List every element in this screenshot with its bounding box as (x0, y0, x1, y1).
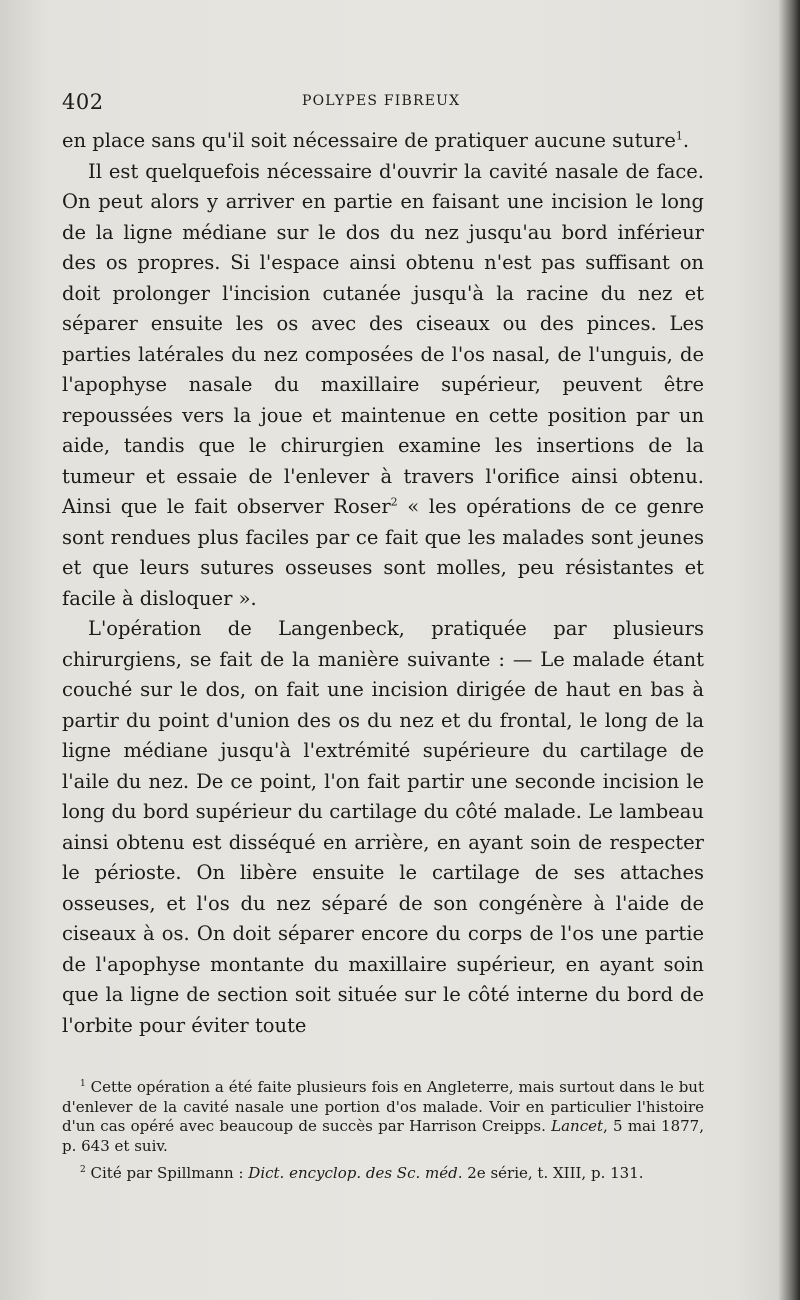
footnote-2 (62, 1164, 704, 1184)
page-header (62, 90, 712, 118)
paragraph-2-text-end: « les opérations de ce genre sont rendues plus faciles par ce fait que les malades sont jeunes et que leurs sutures osseuses sont molles, peu résistantes et facile à disloquer ». (62, 495, 705, 610)
footnote-2-text: Cité par Spillmann : (90, 1164, 249, 1182)
running-title: POLYPES FIBREUX (302, 93, 461, 109)
footnote-2-marker: 2 (80, 1165, 86, 1175)
page-edge-shadow (778, 0, 800, 1300)
footnote-2-text-end: 2e série, t. XIII, p. 131. (462, 1164, 644, 1182)
page-number: 402 (62, 90, 104, 114)
paragraph-1 (62, 126, 704, 157)
paragraph-2-text: Il est quelquefois nécessaire d'ouvrir la cavité nasale de face. On peut alors y arriver en partie en faisant une incision le long de la ligne médiane sur le dos du nez jusqu'au bord inférieur des os propres. Si l'espace ainsi obtenu n'est pas suffisant on doit prolonger l'incision cutanée jusqu'à la racine du nez et séparer ensuite les os avec des ciseaux ou des pinces. Les parties latérales du nez composées de l'os nasal, de l'unguis, de l'apophyse nasale du maxillaire supérieur, peuvent être repoussées vers la joue et maintenue en cette position par un aide, tandis que le chirurgien examine les insertions de la tumeur et essaie de l'enlever à travers l'orifice ainsi obtenu. Ainsi que le fait observer Roser (62, 159, 704, 518)
paragraph-3-text: L'opération de Langenbeck, pratiquée par plusieurs chirurgiens, se fait de la manière suivante : — Le malade étant couché sur le dos, on fait une incision dirigée de haut en bas à partir du point d'union des os du nez et du frontal, le long de la ligne médiane jusqu'à l'extrémité supérieure du cartilage de l'aile du nez. De ce point, l'on fait partir une seconde incision le long du bord supérieur du cartilage du côté malade. Le lambeau ainsi obtenu est disséqué en arrière, en ayant soin de respecter le périoste. On libère ensuite le cartilage de ses attaches osseuses, et l'os du nez séparé de son congénère à l'aide de ciseaux à os. On doit séparer encore du corps de l'os une partie de l'apophyse montante du maxillaire supérieur, en ayant soin que la ligne de section soit située sur le côté interne du bord de l'orbite pour éviter toute (62, 617, 704, 1037)
paragraph-3 (62, 614, 704, 1041)
paragraph-1-text-end: . (682, 129, 690, 152)
footnote-ref-1: 1 (675, 129, 683, 143)
footnote-1-text: Cette opération a été faite plusieurs fois en Angleterre, mais surtout dans le but d'enlever de la cavité nasale une portion d'os malade. Voir en particulier l'histoire d'un cas opéré avec beaucoup de succès par Harrison Creipps. (62, 1078, 704, 1135)
footnote-ref-2: 2 (390, 495, 398, 509)
footnote-1-marker: 1 (80, 1079, 86, 1089)
footnote-1-text-end: , 5 mai 1877, p. 643 et suiv. (62, 1117, 704, 1155)
footnote-2-citation: Dict. encyclop. des Sc. méd. (248, 1164, 463, 1182)
footnote-1 (62, 1078, 704, 1156)
paragraph-1-text: en place sans qu'il soit nécessaire de pratiquer aucune suture (62, 129, 676, 152)
body-text (62, 126, 704, 1041)
paragraph-2 (62, 157, 704, 615)
footnote-1-citation: Lancet (551, 1117, 604, 1135)
footnotes (62, 1078, 704, 1192)
